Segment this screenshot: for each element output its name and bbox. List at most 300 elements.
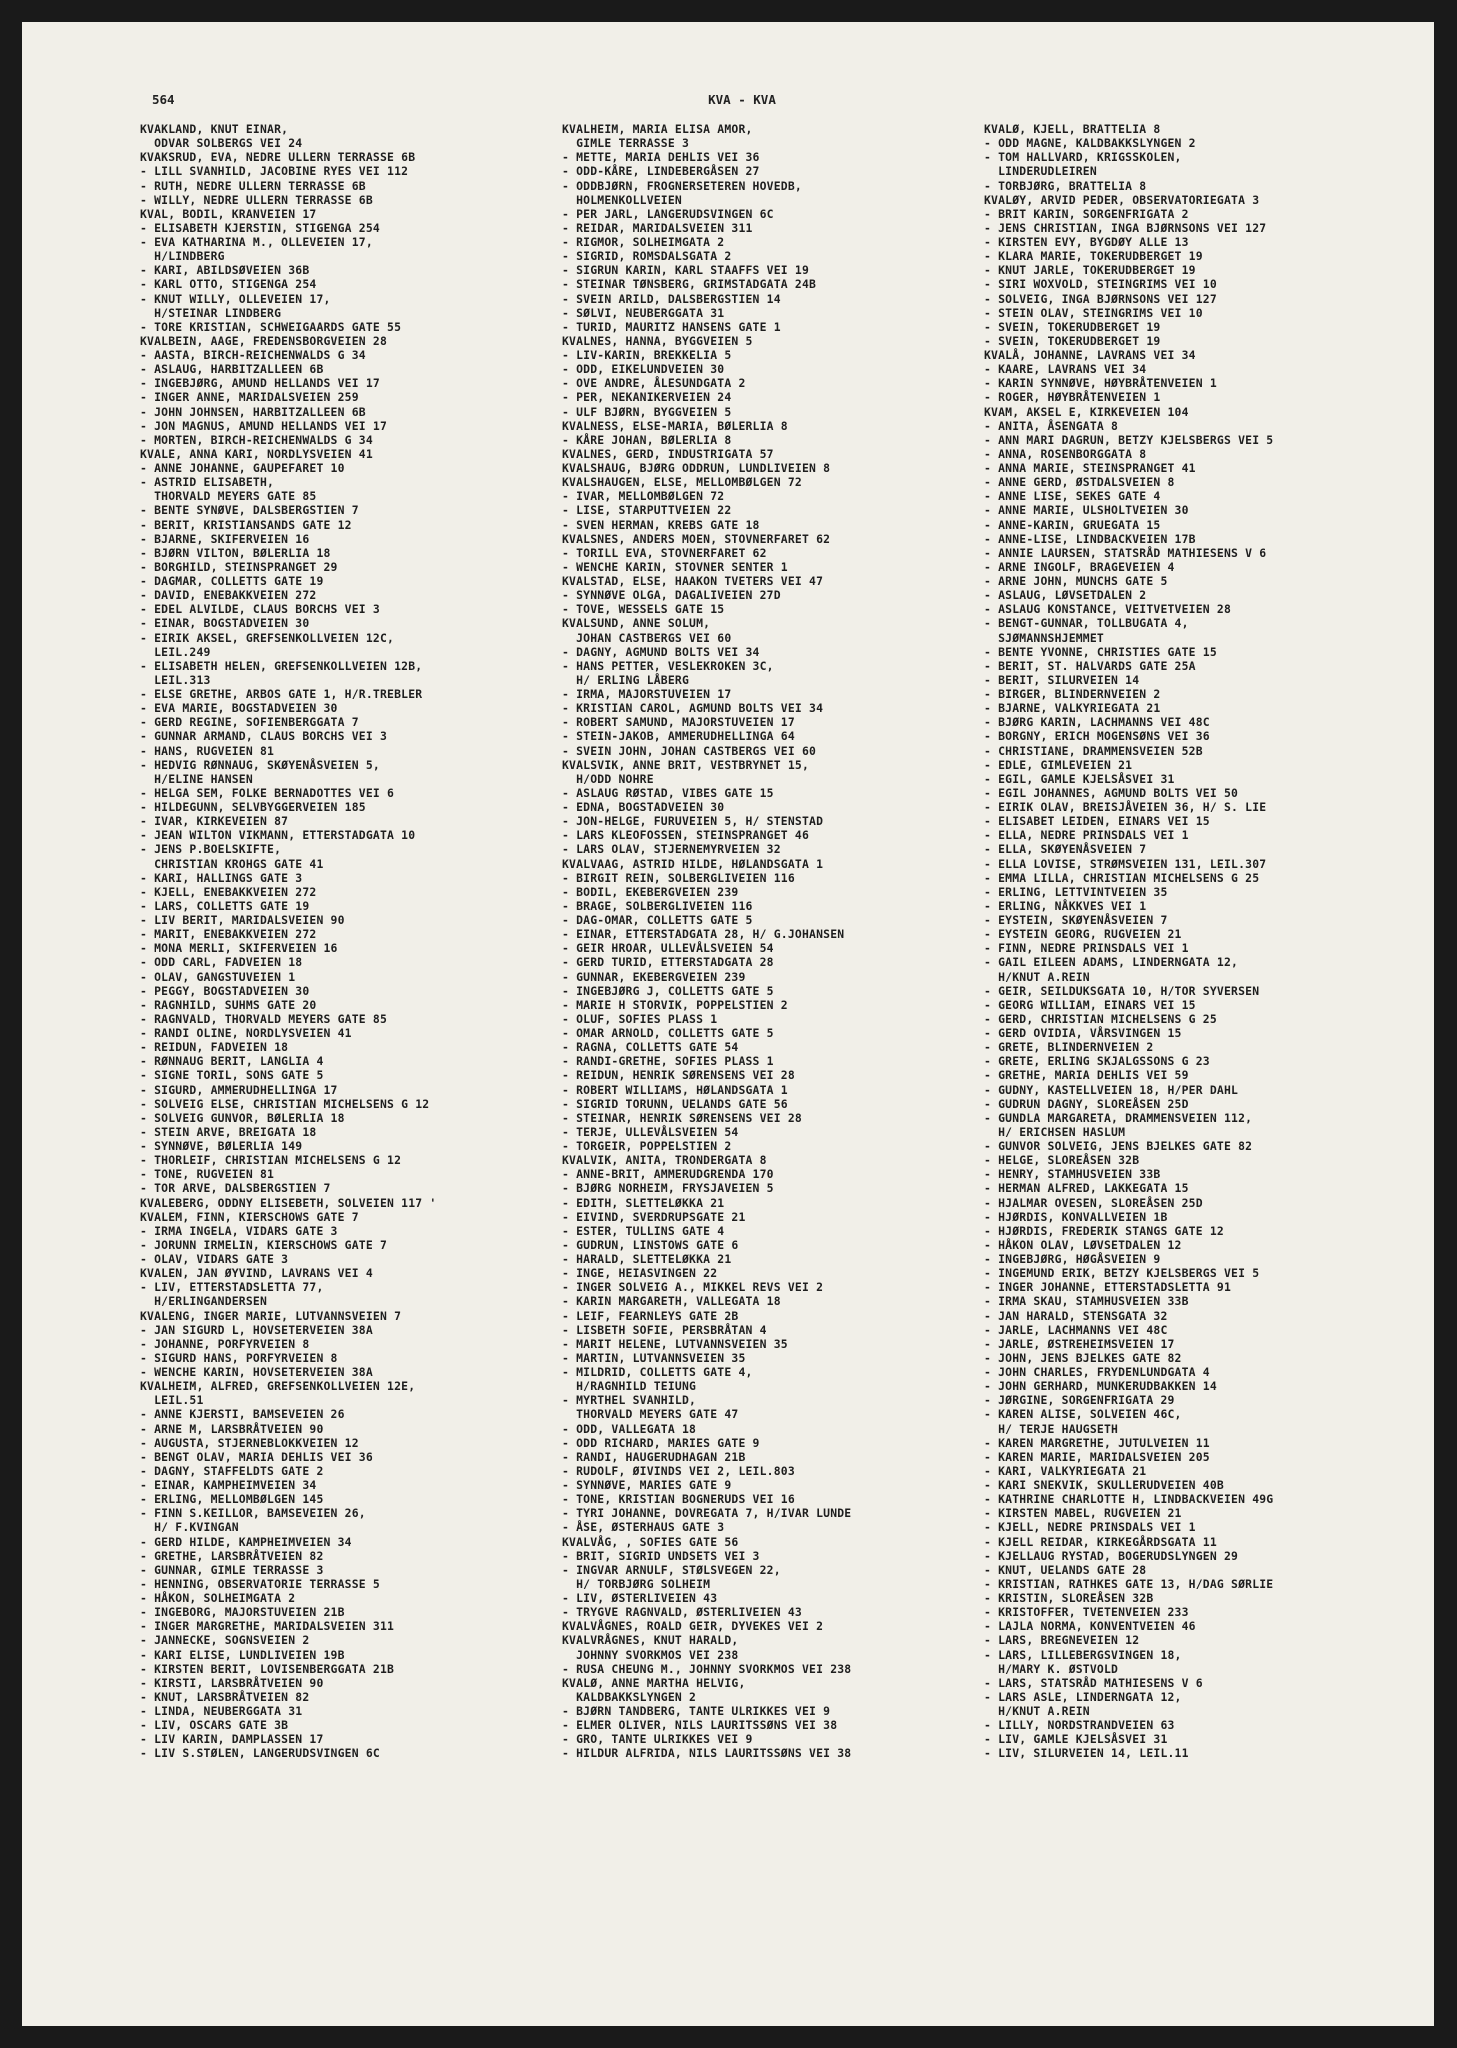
directory-entry: - BJØRG KARIN, LACHMANNS VEI 48C [984,715,1210,730]
directory-entry: - JENS CHRISTIAN, INGA BJØRNSONS VEI 127 [984,220,1267,235]
directory-entry: - EIVIND, SVERDRUPSGATE 21 [562,1209,746,1224]
directory-entry: - GAIL EILEEN ADAMS, LINDERNGATA 12, [984,955,1239,970]
directory-entry: - ASLAUG RØSTAD, VIBES GATE 15 [562,785,774,800]
directory-entry: - OLUF, SOFIES PLASS 1 [562,1011,718,1026]
directory-entry: - JØRGINE, SORGENFRIGATA 29 [984,1393,1175,1408]
directory-entry: - INGVAR ARNULF, STØLSVEGEN 22, [562,1562,781,1577]
directory-entry: - LINDA, NEUBERGGATA 31 [140,1704,303,1718]
directory-entry: - TOVE, WESSELS GATE 15 [562,602,725,617]
directory-entry: H/ F.KVINGAN [140,1520,239,1535]
directory-entry: - BENTE SYNØVE, DALSBERGSTIEN 7 [140,503,359,518]
page-number: 564 [152,92,175,107]
directory-entry: - GUDRUN DAGNY, SLOREÅSEN 25D [984,1096,1189,1111]
directory-entry: - INGER JOHANNE, ETTERSTADSLETTA 91 [984,1280,1232,1295]
directory-entry: - ASLAUG KONSTANCE, VEITVETVEIEN 28 [984,602,1232,617]
directory-entry: KVALVRÅGNES, KNUT HARALD, [562,1633,739,1648]
directory-entry: - KÅRE JOHAN, BØLERLIA 8 [562,432,732,447]
directory-entry: - LIV BERIT, MARIDALSVEIEN 90 [140,913,345,927]
directory-entry: KVALE, ANNA KARI, NORDLYSVEIEN 41 [140,446,373,461]
directory-entry: GIMLE TERRASSE 3 [562,136,690,151]
directory-entry: - AUGUSTA, STJERNEBLOKKVEIEN 12 [140,1435,359,1450]
directory-entry: - LEIF, FEARNLEYS GATE 2B [562,1308,739,1323]
directory-entry: - ODD, EIKELUNDVEIEN 30 [562,362,725,377]
directory-entry: - SYNNØVE OLGA, DAGALIVEIEN 27D [562,588,781,603]
directory-entry: - SYNNØVE, BØLERLIA 149 [140,1139,303,1153]
directory-entry: - ANNE KJERSTI, BAMSEVEIEN 26 [140,1407,345,1422]
directory-entry: - ANNA, ROSENBORGGATA 8 [984,446,1147,461]
directory-entry: - HELGE, SLOREÅSEN 32B [984,1153,1140,1168]
directory-entry: KVALEBERG, ODDNY ELISEBETH, SOLVEIEN 117 ' [140,1195,437,1210]
directory-entry: - WILLY, NEDRE ULLERN TERRASSE 6B [140,192,373,207]
directory-entry: - LISE, STARPUTTVEIEN 22 [562,503,732,518]
directory-entry: KVALHEIM, ALFRED, GREFSENKOLLVEIEN 12E, [140,1379,416,1394]
directory-entry: - PER, NEKANIKERVEIEN 24 [562,390,732,405]
directory-entry: - EGIL, GAMLE KJELSÅSVEI 31 [984,771,1175,786]
directory-entry: KVALSHAUG, BJØRG ODDRUN, LUNDLIVEIEN 8 [562,461,831,475]
directory-entry: - INGEBJØRG, HØGÅSVEIEN 9 [984,1252,1161,1266]
directory-entry: - BJARNE, SKIFERVEIEN 16 [140,531,310,546]
directory-entry: - LIV S.STØLEN, LANGERUDSVINGEN 6C [140,1746,380,1761]
directory-entry: - REIDUN, FADVEIEN 18 [140,1040,289,1055]
directory-entry: - BJØRN VILTON, BØLERLIA 18 [140,545,331,560]
directory-entry: - TONE, KRISTIAN BOGNERUDS VEI 16 [562,1492,795,1507]
directory-entry: - JANNECKE, SOGNSVEIEN 2 [140,1633,310,1648]
directory-entry: KVALNES, GERD, INDUSTRIGATA 57 [562,446,774,461]
directory-entry: - JOHN CHARLES, FRYDENLUNDGATA 4 [984,1365,1210,1379]
directory-entry: - ANNE MARIE, ULSHOLTVEIEN 30 [984,503,1189,518]
directory-entry: - BORGNY, ERICH MOGENSØNS VEI 36 [984,729,1210,744]
directory-entry: - LARS, BREGNEVEIEN 12 [984,1633,1140,1648]
directory-entry: - OMAR ARNOLD, COLLETTS GATE 5 [562,1026,774,1040]
directory-entry: - STEINAR TØNSBERG, GRIMSTADGATA 24B [562,277,817,292]
page-header [152,92,1332,112]
directory-entry: - DAGMAR, COLLETTS GATE 19 [140,574,324,588]
directory-entry: - ELISABETH KJERSTIN, STIGENGA 254 [140,220,380,235]
directory-entry: - THORLEIF, CHRISTIAN MICHELSENS G 12 [140,1153,402,1168]
directory-entry: KVALØY, ARVID PEDER, OBSERVATORIEGATA 3 [984,192,1260,207]
directory-entry: - ROBERT WILLIAMS, HØLANDSGATA 1 [562,1082,788,1097]
directory-entry: - KIRSTEN EVY, BYGDØY ALLE 13 [984,235,1189,249]
directory-entry: - GERD TURID, ETTERSTADGATA 28 [562,955,774,970]
directory-entry: - BENGT-GUNNAR, TOLLBUGATA 4, [984,616,1189,631]
directory-entry: - HÅKON, SOLHEIMGATA 2 [140,1591,296,1605]
directory-entry: - ANNE-BRIT, AMMERUDGRENDA 170 [562,1167,774,1182]
directory-entry: KVALENG, INGER MARIE, LUTVANNSVEIEN 7 [140,1308,402,1323]
directory-entry: - EINAR, ETTERSTADGATA 28, H/ G.JOHANSEN [562,927,845,942]
directory-entry: KVALÅ, JOHANNE, LAVRANS VEI 34 [984,348,1196,362]
directory-entry: - BERIT, ST. HALVARDS GATE 25A [984,658,1196,673]
directory-entry: - HARALD, SLETTELØKKA 21 [562,1252,732,1266]
directory-entry: - GERD, CHRISTIAN MICHELSENS G 25 [984,1011,1217,1026]
directory-entry: - MARTIN, LUTVANNSVEIEN 35 [562,1350,746,1365]
directory-entry: - HANS PETTER, VESLEKROKEN 3C, [562,658,774,673]
directory-entry: - AASTA, BIRCH-REICHENWALDS G 34 [140,348,366,362]
directory-entry: - PEGGY, BOGSTADVEIEN 30 [140,983,310,998]
directory-entry: KALDBAKKSLYNGEN 2 [562,1689,697,1704]
directory-entry: - BORGHILD, STEINSPRANGET 29 [140,559,338,574]
directory-entry: KVALØ, KJELL, BRATTELIA 8 [984,122,1161,136]
directory-entry: - ODD CARL, FADVEIEN 18 [140,955,303,970]
column-2 [562,122,851,1761]
directory-entry: - REIDAR, MARIDALSVEIEN 311 [562,220,753,235]
directory-entry: - ASLAUG, HARBITZALLEEN 6B [140,362,324,377]
directory-entry: - TOM HALLVARD, KRIGSSKOLEN, [984,150,1182,165]
directory-entry: KVALØ, ANNE MARTHA HELVIG, [562,1675,746,1690]
directory-entry: - INGE, HEIASVINGEN 22 [562,1266,718,1281]
directory-entry: - HERMAN ALFRED, LAKKEGATA 15 [984,1181,1189,1196]
directory-entry: KVALVIK, ANITA, TRONDERGATA 8 [562,1153,767,1168]
directory-entry: - EDNA, BOGSTADVEIEN 30 [562,800,725,814]
directory-entry: - TERJE, ULLEVÅLSVEIEN 54 [562,1124,739,1139]
directory-entry: - MARIT, ENEBAKKVEIEN 272 [140,927,317,942]
directory-entry: H/ ERICHSEN HASLUM [984,1124,1126,1139]
directory-entry: - EDITH, SLETTELØKKA 21 [562,1195,725,1210]
column-3 [984,122,1273,1761]
directory-entry: - KATHRINE CHARLOTTE H, LINDBACKVEIEN 49G [984,1492,1274,1507]
directory-entry: KVALEN, JAN ØYVIND, LAVRANS VEI 4 [140,1266,373,1281]
directory-entry: - JON MAGNUS, AMUND HELLANDS VEI 17 [140,418,388,433]
directory-entry: - KRISTIAN CAROL, AGMUND BOLTS VEI 34 [562,701,824,716]
directory-entry: LEIL.249 [140,644,211,659]
directory-entry: - GRETE, ERLING SKJALGSSONS G 23 [984,1054,1210,1069]
directory-entry: - MORTEN, BIRCH-REICHENWALDS G 34 [140,432,373,447]
directory-entry: - LIV-KARIN, BREKKELIA 5 [562,348,732,362]
directory-entry: - KARL OTTO, STIGENGA 254 [140,277,317,292]
directory-entry: - KNUT JARLE, TOKERUDBERGET 19 [984,263,1196,278]
directory-entry: - JAN SIGURD L, HOVSETERVEIEN 38A [140,1322,373,1337]
directory-entry: H/ERLINGANDERSEN [140,1294,268,1309]
directory-entry: - ROBERT SAMUND, MAJORSTUVEIEN 17 [562,715,795,730]
directory-entry: - KARI SNEKVIK, SKULLERUDVEIEN 40B [984,1478,1224,1492]
directory-entry: - RAGNHILD, SUHMS GATE 20 [140,997,317,1012]
directory-entry: - GUDNY, KASTELLVEIEN 18, H/PER DAHL [984,1082,1239,1097]
directory-entry: - EVA MARIE, BOGSTADVEIEN 30 [140,701,338,716]
directory-entry: - SIGRUN KARIN, KARL STAAFFS VEI 19 [562,263,810,278]
directory-entry: - CHRISTIANE, DRAMMENSVEIEN 52B [984,743,1203,758]
directory-entry: - LIV, OSCARS GATE 3B [140,1718,289,1733]
directory-entry: H/MARY K. ØSTVOLD [984,1661,1119,1676]
directory-entry: - ELLA, NEDRE PRINSDALS VEI 1 [984,828,1189,843]
directory-entry: - STEIN-JAKOB, AMMERUDHELLINGA 64 [562,729,795,744]
directory-entry: - KARI, VALKYRIEGATA 21 [984,1463,1147,1478]
directory-entry: CHRISTIAN KROHGS GATE 41 [140,856,324,871]
directory-entry: - RANDI-GRETHE, SOFIES PLASS 1 [562,1054,774,1069]
directory-entry: - RUSA CHEUNG M., JOHNNY SVORKMOS VEI 238 [562,1661,852,1676]
directory-entry: - SIGRID, ROMSDALSGATA 2 [562,249,732,264]
directory-entry: KVALVÅG, , SOFIES GATE 56 [562,1534,739,1549]
directory-entry: - INGER MARGRETHE, MARIDALSVEIEN 311 [140,1619,395,1634]
directory-entry: - LIV KARIN, DAMPLASSEN 17 [140,1732,324,1747]
directory-entry: - KRISTIN, SLOREÅSEN 32B [984,1591,1154,1605]
directory-entry: - JOHANNE, PORFYRVEIEN 8 [140,1336,310,1351]
directory-entry: - INGEBJØRG, AMUND HELLANDS VEI 17 [140,376,380,391]
directory-entry: - WENCHE KARIN, STOVNER SENTER 1 [562,559,788,574]
directory-entry: - SIGNE TORIL, SONS GATE 5 [140,1068,324,1083]
directory-entry: - IRMA, MAJORSTUVEIEN 17 [562,687,732,701]
directory-entry: - RAGNVALD, THORVALD MEYERS GATE 85 [140,1011,388,1026]
directory-entry: - MONA MERLI, SKIFERVEIEN 16 [140,941,338,956]
page-title: KVA - KVA [708,92,776,107]
directory-entry: - RUDOLF, ØIVINDS VEI 2, LEIL.803 [562,1463,795,1478]
directory-entry: - INGEBJØRG J, COLLETTS GATE 5 [562,983,774,998]
directory-entry: - MYRTHEL SVANHILD, [562,1393,697,1408]
directory-entry: H/KNUT A.REIN [984,969,1090,984]
directory-entry: H/ TORBJØRG SOLHEIM [562,1576,711,1591]
directory-entry: KVALVAAG, ASTRID HILDE, HØLANDSGATA 1 [562,856,824,871]
directory-entry: - LARS KLEOFOSSEN, STEINSPRANGET 46 [562,828,810,843]
directory-entry: - ROGER, HØYBRÅTENVEIEN 1 [984,390,1161,405]
directory-entry: - ERLING, LETTVINTVEIEN 35 [984,884,1168,899]
directory-entry: - HILDUR ALFRIDA, NILS LAURITSSØNS VEI 38 [562,1746,852,1761]
directory-entry: - SIGURD HANS, PORFYRVEIEN 8 [140,1350,338,1365]
directory-entry: - ESTER, TULLINS GATE 4 [562,1223,725,1238]
directory-entry: - MILDRID, COLLETTS GATE 4, [562,1365,753,1379]
directory-entry: - ELISABET LEIDEN, EINARS VEI 15 [984,814,1210,829]
directory-entry: SJØMANNSHJEMMET [984,630,1104,645]
directory-entry: - JENS P.BOELSKIFTE, [140,842,282,857]
directory-entry: - EGIL JOHANNES, AGMUND BOLTS VEI 50 [984,785,1239,800]
directory-entry: - LAJLA NORMA, KONVENTVEIEN 46 [984,1619,1196,1634]
directory-entry: - ODD RICHARD, MARIES GATE 9 [562,1435,760,1450]
directory-entry: KVALSNES, ANDERS MOEN, STOVNERFARET 62 [562,531,831,546]
directory-entry: - GEORG WILLIAM, EINARS VEI 15 [984,997,1196,1012]
directory-entry: - RANDI OLINE, NORDLYSVEIEN 41 [140,1026,352,1040]
directory-entry: - EINAR, BOGSTADVEIEN 30 [140,616,310,631]
directory-entry: - RØNNAUG BERIT, LANGLIA 4 [140,1054,324,1069]
directory-entry: - KARI ELISE, LUNDLIVEIEN 19B [140,1647,345,1662]
directory-entry: - SVEN HERMAN, KREBS GATE 18 [562,517,760,532]
directory-entry: - DAG-OMAR, COLLETTS GATE 5 [562,913,753,927]
directory-entry: - GRO, TANTE ULRIKKES VEI 9 [562,1732,753,1747]
column-1 [140,122,436,1761]
directory-entry: - EYSTEIN, SKØYENÅSVEIEN 7 [984,913,1168,927]
directory-entry: - SVEIN JOHN, JOHAN CASTBERGS VEI 60 [562,743,817,758]
directory-entry: - ANITA, ÅSENGATA 8 [984,418,1119,433]
directory-entry: - JAN HARALD, STENSGATA 32 [984,1308,1168,1323]
directory-entry: - DAVID, ENEBAKKVEIEN 272 [140,588,317,603]
directory-entry: - KJELL REIDAR, KIRKEGÅRDSGATA 11 [984,1534,1217,1549]
directory-entry: - SOLVEIG ELSE, CHRISTIAN MICHELSENS G 12 [140,1096,430,1111]
directory-entry: - INGER ANNE, MARIDALSVEIEN 259 [140,390,359,405]
directory-entry: - LIV, GAMLE KJELSÅSVEI 31 [984,1732,1168,1747]
directory-entry: H/ ERLING LÅBERG [562,672,690,687]
directory-entry: - BODIL, EKEBERGVEIEN 239 [562,884,739,899]
directory-entry: - HENNING, OBSERVATORIE TERRASSE 5 [140,1576,380,1591]
directory-entry: - JOHN GERHARD, MUNKERUDBAKKEN 14 [984,1379,1217,1394]
directory-entry: THORVALD MEYERS GATE 47 [562,1407,739,1422]
directory-entry: KVALEM, FINN, KIERSCHOWS GATE 7 [140,1209,359,1224]
directory-entry: - SVEIN, TOKERUDBERGET 19 [984,319,1161,334]
directory-entry: - TYRI JOHANNE, DOVREGATA 7, H/IVAR LUNDE [562,1506,852,1521]
directory-entry: - ANNA MARIE, STEINSPRANGET 41 [984,461,1196,475]
directory-entry: - TORILL EVA, STOVNERFARET 62 [562,545,767,560]
directory-entry: KVALHEIM, MARIA ELISA AMOR, [562,122,753,136]
directory-entry: - WENCHE KARIN, HOVSETERVEIEN 38A [140,1365,373,1379]
directory-entry: - BRIT, SIGRID UNDSETS VEI 3 [562,1548,760,1563]
directory-entry: KVALSUND, ANNE SOLUM, [562,616,711,631]
directory-entry: - ODD MAGNE, KALDBAKKSLYNGEN 2 [984,136,1196,151]
directory-entry: THORVALD MEYERS GATE 85 [140,489,317,504]
directory-entry: - RANDI, HAUGERUDHAGAN 21B [562,1449,746,1464]
directory-entry: - HJØRDIS, FREDERIK STANGS GATE 12 [984,1223,1224,1238]
directory-entry: - KJELL, ENEBAKKVEIEN 272 [140,884,317,899]
directory-entry: - HÅKON OLAV, LØVSETDALEN 12 [984,1237,1182,1252]
directory-entry: - MARIE H STORVIK, POPPELSTIEN 2 [562,997,788,1012]
directory-entry: - KARIN MARGARETH, VALLEGATA 18 [562,1294,781,1309]
directory-entry: - BJARNE, VALKYRIEGATA 21 [984,701,1161,716]
directory-entry: - GEIR HROAR, ULLEVÅLSVEIEN 54 [562,941,774,956]
directory-entry: - FINN S.KEILLOR, BAMSEVEIEN 26, [140,1506,366,1521]
directory-entry: - LILL SVANHILD, JACOBINE RYES VEI 112 [140,164,409,179]
directory-entry: - HELGA SEM, FOLKE BERNADOTTES VEI 6 [140,785,395,800]
directory-entry: - JOHN, JENS BJELKES GATE 82 [984,1350,1182,1365]
directory-entry: - KARI, ABILDSØVEIEN 36B [140,263,310,278]
directory-entry: - LARS, LILLEBERGSVINGEN 18, [984,1647,1182,1662]
directory-entry: - SYNNØVE, MARIES GATE 9 [562,1478,732,1492]
directory-entry: - KARI, HALLINGS GATE 3 [140,870,303,885]
directory-entry: - SIGURD, AMMERUDHELLINGA 17 [140,1082,338,1097]
directory-entry: - FINN, NEDRE PRINSDALS VEI 1 [984,941,1189,956]
directory-entry: H/RAGNHILD TEIUNG [562,1379,697,1394]
directory-entry: - ODD-KÅRE, LINDEBERGÅSEN 27 [562,164,760,179]
directory-entry: - GERD HILDE, KAMPHEIMVEIEN 34 [140,1534,352,1549]
directory-entry: - ASTRID ELISABETH, [140,475,275,490]
directory-entry: - EDLE, GIMLEVEIEN 21 [984,757,1133,772]
directory-entry: - PER JARL, LANGERUDSVINGEN 6C [562,206,774,221]
directory-entry: - TORGEIR, POPPELSTIEN 2 [562,1139,732,1153]
directory-entry: - SVEIN, TOKERUDBERGET 19 [984,333,1161,348]
directory-entry: - REIDUN, HENRIK SØRENSENS VEI 28 [562,1068,795,1083]
directory-entry: - ELISABETH HELEN, GREFSENKOLLVEIEN 12B, [140,658,423,673]
directory-entry: - ANNE JOHANNE, GAUPEFARET 10 [140,461,345,475]
directory-entry: - RIGMOR, SOLHEIMGATA 2 [562,235,725,249]
directory-entry: - ARNE M, LARSBRÅTVEIEN 90 [140,1421,324,1436]
directory-entry: - BENGT OLAV, MARIA DEHLIS VEI 36 [140,1449,373,1464]
directory-entry: - SOLVEIG GUNVOR, BØLERLIA 18 [140,1110,345,1125]
directory-entry: KVALBEIN, AAGE, FREDENSBORGVEIEN 28 [140,333,388,348]
directory-entry: - HANS, RUGVEIEN 81 [140,743,275,758]
directory-entry: - ELMER OLIVER, NILS LAURITSSØNS VEI 38 [562,1718,838,1733]
directory-entry: - BENTE YVONNE, CHRISTIES GATE 15 [984,644,1217,659]
directory-entry: - EMMA LILLA, CHRISTIAN MICHELSENS G 25 [984,870,1260,885]
directory-entry: - GRETHE, LARSBRÅTVEIEN 82 [140,1548,324,1563]
directory-entry: - JON-HELGE, FURUVEIEN 5, H/ STENSTAD [562,814,824,829]
directory-entry: - HENRY, STAMHUSVEIEN 33B [984,1167,1161,1182]
directory-entry: H/ TERJE HAUGSETH [984,1421,1119,1436]
directory-entry: - RUTH, NEDRE ULLERN TERRASSE 6B [140,178,366,193]
directory-entry: JOHAN CASTBERGS VEI 60 [562,630,732,645]
directory-entry: - KIRSTEN MABEL, RUGVEIEN 21 [984,1506,1182,1521]
directory-entry: - EVA KATHARINA M., OLLEVEIEN 17, [140,235,373,249]
directory-entry: JOHNNY SVORKMOS VEI 238 [562,1647,739,1662]
directory-entry: - HJØRDIS, KONVALLVEIEN 1B [984,1209,1168,1224]
directory-entry: - KRISTOFFER, TVETENVEIEN 233 [984,1605,1189,1620]
directory-entry: - TONE, RUGVEIEN 81 [140,1167,275,1182]
directory-entry: - GEIR, SEILDUKSGATA 10, H/TOR SYVERSEN [984,983,1260,998]
directory-entry: - BIRGER, BLINDERNVEIEN 2 [984,687,1161,701]
directory-entry: - ODD, VALLEGATA 18 [562,1421,697,1436]
directory-entry: - ANNIE LAURSEN, STATSRÅD MATHIESENS V 6 [984,545,1267,560]
directory-entry: - GUNNAR, GIMLE TERRASSE 3 [140,1562,324,1577]
directory-entry: - KIRSTEN BERIT, LOVISENBERGGATA 21B [140,1661,395,1676]
directory-entry: - ANN MARI DAGRUN, BETZY KJELSBERGS VEI 5 [984,432,1274,447]
directory-entry: - GUNNAR, EKEBERGVEIEN 239 [562,969,746,984]
directory-entry: - ODDBJØRN, FROGNERSETEREN HOVEDB, [562,178,802,193]
directory-entry: - JORUNN IRMELIN, KIERSCHOWS GATE 7 [140,1237,388,1252]
directory-entry: - SIRI WOXVOLD, STEINGRIMS VEI 10 [984,277,1217,292]
directory-entry: - GUNNAR ARMAND, CLAUS BORCHS VEI 3 [140,729,388,744]
directory-entry: - LIV, ØSTERLIVEIEN 43 [562,1591,718,1605]
directory-entry: - MARIT HELENE, LUTVANNSVEIEN 35 [562,1336,788,1351]
directory-entry: - KNUT, UELANDS GATE 28 [984,1562,1147,1577]
directory-entry: KVAM, AKSEL E, KIRKEVEIEN 104 [984,404,1189,419]
directory-entry: - ELLA LOVISE, STRØMSVEIEN 131, LEIL.307 [984,856,1267,871]
directory-entry: - HEDVIG RØNNAUG, SKØYENÅSVEIEN 5, [140,757,380,772]
directory-entry: - OLAV, VIDARS GATE 3 [140,1252,289,1266]
directory-entry: LEIL.313 [140,672,211,687]
directory-entry: - LARS, COLLETTS GATE 19 [140,898,310,913]
directory-entry: LEIL.51 [140,1393,204,1408]
directory-entry: - GUDRUN, LINSTOWS GATE 6 [562,1237,739,1252]
directory-entry: HOLMENKOLLVEIEN [562,192,682,207]
directory-entry: - LARS ASLE, LINDERNGATA 12, [984,1689,1182,1704]
directory-entry: - IRMA INGELA, VIDARS GATE 3 [140,1223,338,1238]
directory-entry: - BJØRG NORHEIM, FRYSJAVEIEN 5 [562,1181,774,1196]
directory-entry: - KNUT, LARSBRÅTVEIEN 82 [140,1689,310,1704]
directory-entry: - IVAR, KIRKEVEIEN 87 [140,814,289,829]
directory-entry: - BRIT KARIN, SORGENFRIGATA 2 [984,206,1189,221]
directory-entry: - ELLA, SKØYENÅSVEIEN 7 [984,842,1147,857]
directory-entry: - STEINAR, HENRIK SØRENSENS VEI 28 [562,1110,802,1125]
directory-entry: - JOHN JOHNSEN, HARBITZALLEEN 6B [140,404,366,419]
directory-entry: KVALSVIK, ANNE BRIT, VESTBRYNET 15, [562,757,810,772]
directory-entry: - HILDEGUNN, SELVBYGGERVEIEN 185 [140,800,366,814]
directory-entry: - KAREN MARGRETHE, JUTULVEIEN 11 [984,1435,1210,1450]
directory-entry: KVAKSRUD, EVA, NEDRE ULLERN TERRASSE 6B [140,150,416,165]
directory-entry: ODVAR SOLBERGS VEI 24 [140,136,303,151]
directory-entry: - JARLE, ØSTREHEIMSVEIEN 17 [984,1336,1175,1351]
directory-entry: - ARNE INGOLF, BRAGEVEIEN 4 [984,559,1175,574]
directory-entry: - KRISTIAN, RATHKES GATE 13, H/DAG SØRLIE [984,1576,1274,1591]
directory-entry: - SØLVI, NEUBERGGATA 31 [562,305,725,320]
directory-entry: - TRYGVE RAGNVALD, ØSTERLIVEIEN 43 [562,1605,802,1620]
directory-entry: - SVEIN ARILD, DALSBERGSTIEN 14 [562,291,781,306]
directory-entry: - LIV, ETTERSTADSLETTA 77, [140,1280,324,1295]
directory-entry: - ANNE GERD, ØSTDALSVEIEN 8 [984,475,1175,490]
directory-entry: - TURID, MAURITZ HANSENS GATE 1 [562,319,781,334]
directory-entry: H/STEINAR LINDBERG [140,305,282,320]
directory-entry: - HJALMAR OVESEN, SLOREÅSEN 25D [984,1195,1203,1210]
directory-page [22,22,1434,2026]
directory-entry: - EIRIK OLAV, BREISJÅVEIEN 36, H/ S. LIE [984,800,1267,814]
directory-entry: - KLARA MARIE, TOKERUDBERGET 19 [984,249,1203,264]
directory-entry: - METTE, MARIA DEHLIS VEI 36 [562,150,760,165]
directory-entry: - ARNE JOHN, MUNCHS GATE 5 [984,574,1168,588]
directory-entry: - TORE KRISTIAN, SCHWEIGAARDS GATE 55 [140,319,402,334]
directory-entry: - KAREN MARIE, MARIDALSVEIEN 205 [984,1449,1210,1464]
directory-entry: KVAKLAND, KNUT EINAR, [140,122,289,136]
directory-entry: - EDEL ALVILDE, CLAUS BORCHS VEI 3 [140,602,380,617]
directory-entry: KVALNESS, ELSE-MARIA, BØLERLIA 8 [562,418,788,433]
directory-entry: - KNUT WILLY, OLLEVEIEN 17, [140,291,331,306]
directory-entry: - STEIN OLAV, STEINGRIMS VEI 10 [984,305,1203,320]
directory-entry: H/ELINE HANSEN [140,771,253,786]
directory-entry: - ERLING, NÅKKVES VEI 1 [984,898,1147,913]
directory-entry: - IVAR, MELLOMBØLGEN 72 [562,489,725,504]
directory-entry: - KJELL, NEDRE PRINSDALS VEI 1 [984,1520,1196,1535]
directory-entry: - KAREN ALISE, SOLVEIEN 46C, [984,1407,1182,1422]
directory-entry: - LIV, SILURVEIEN 14, LEIL.11 [984,1746,1189,1761]
